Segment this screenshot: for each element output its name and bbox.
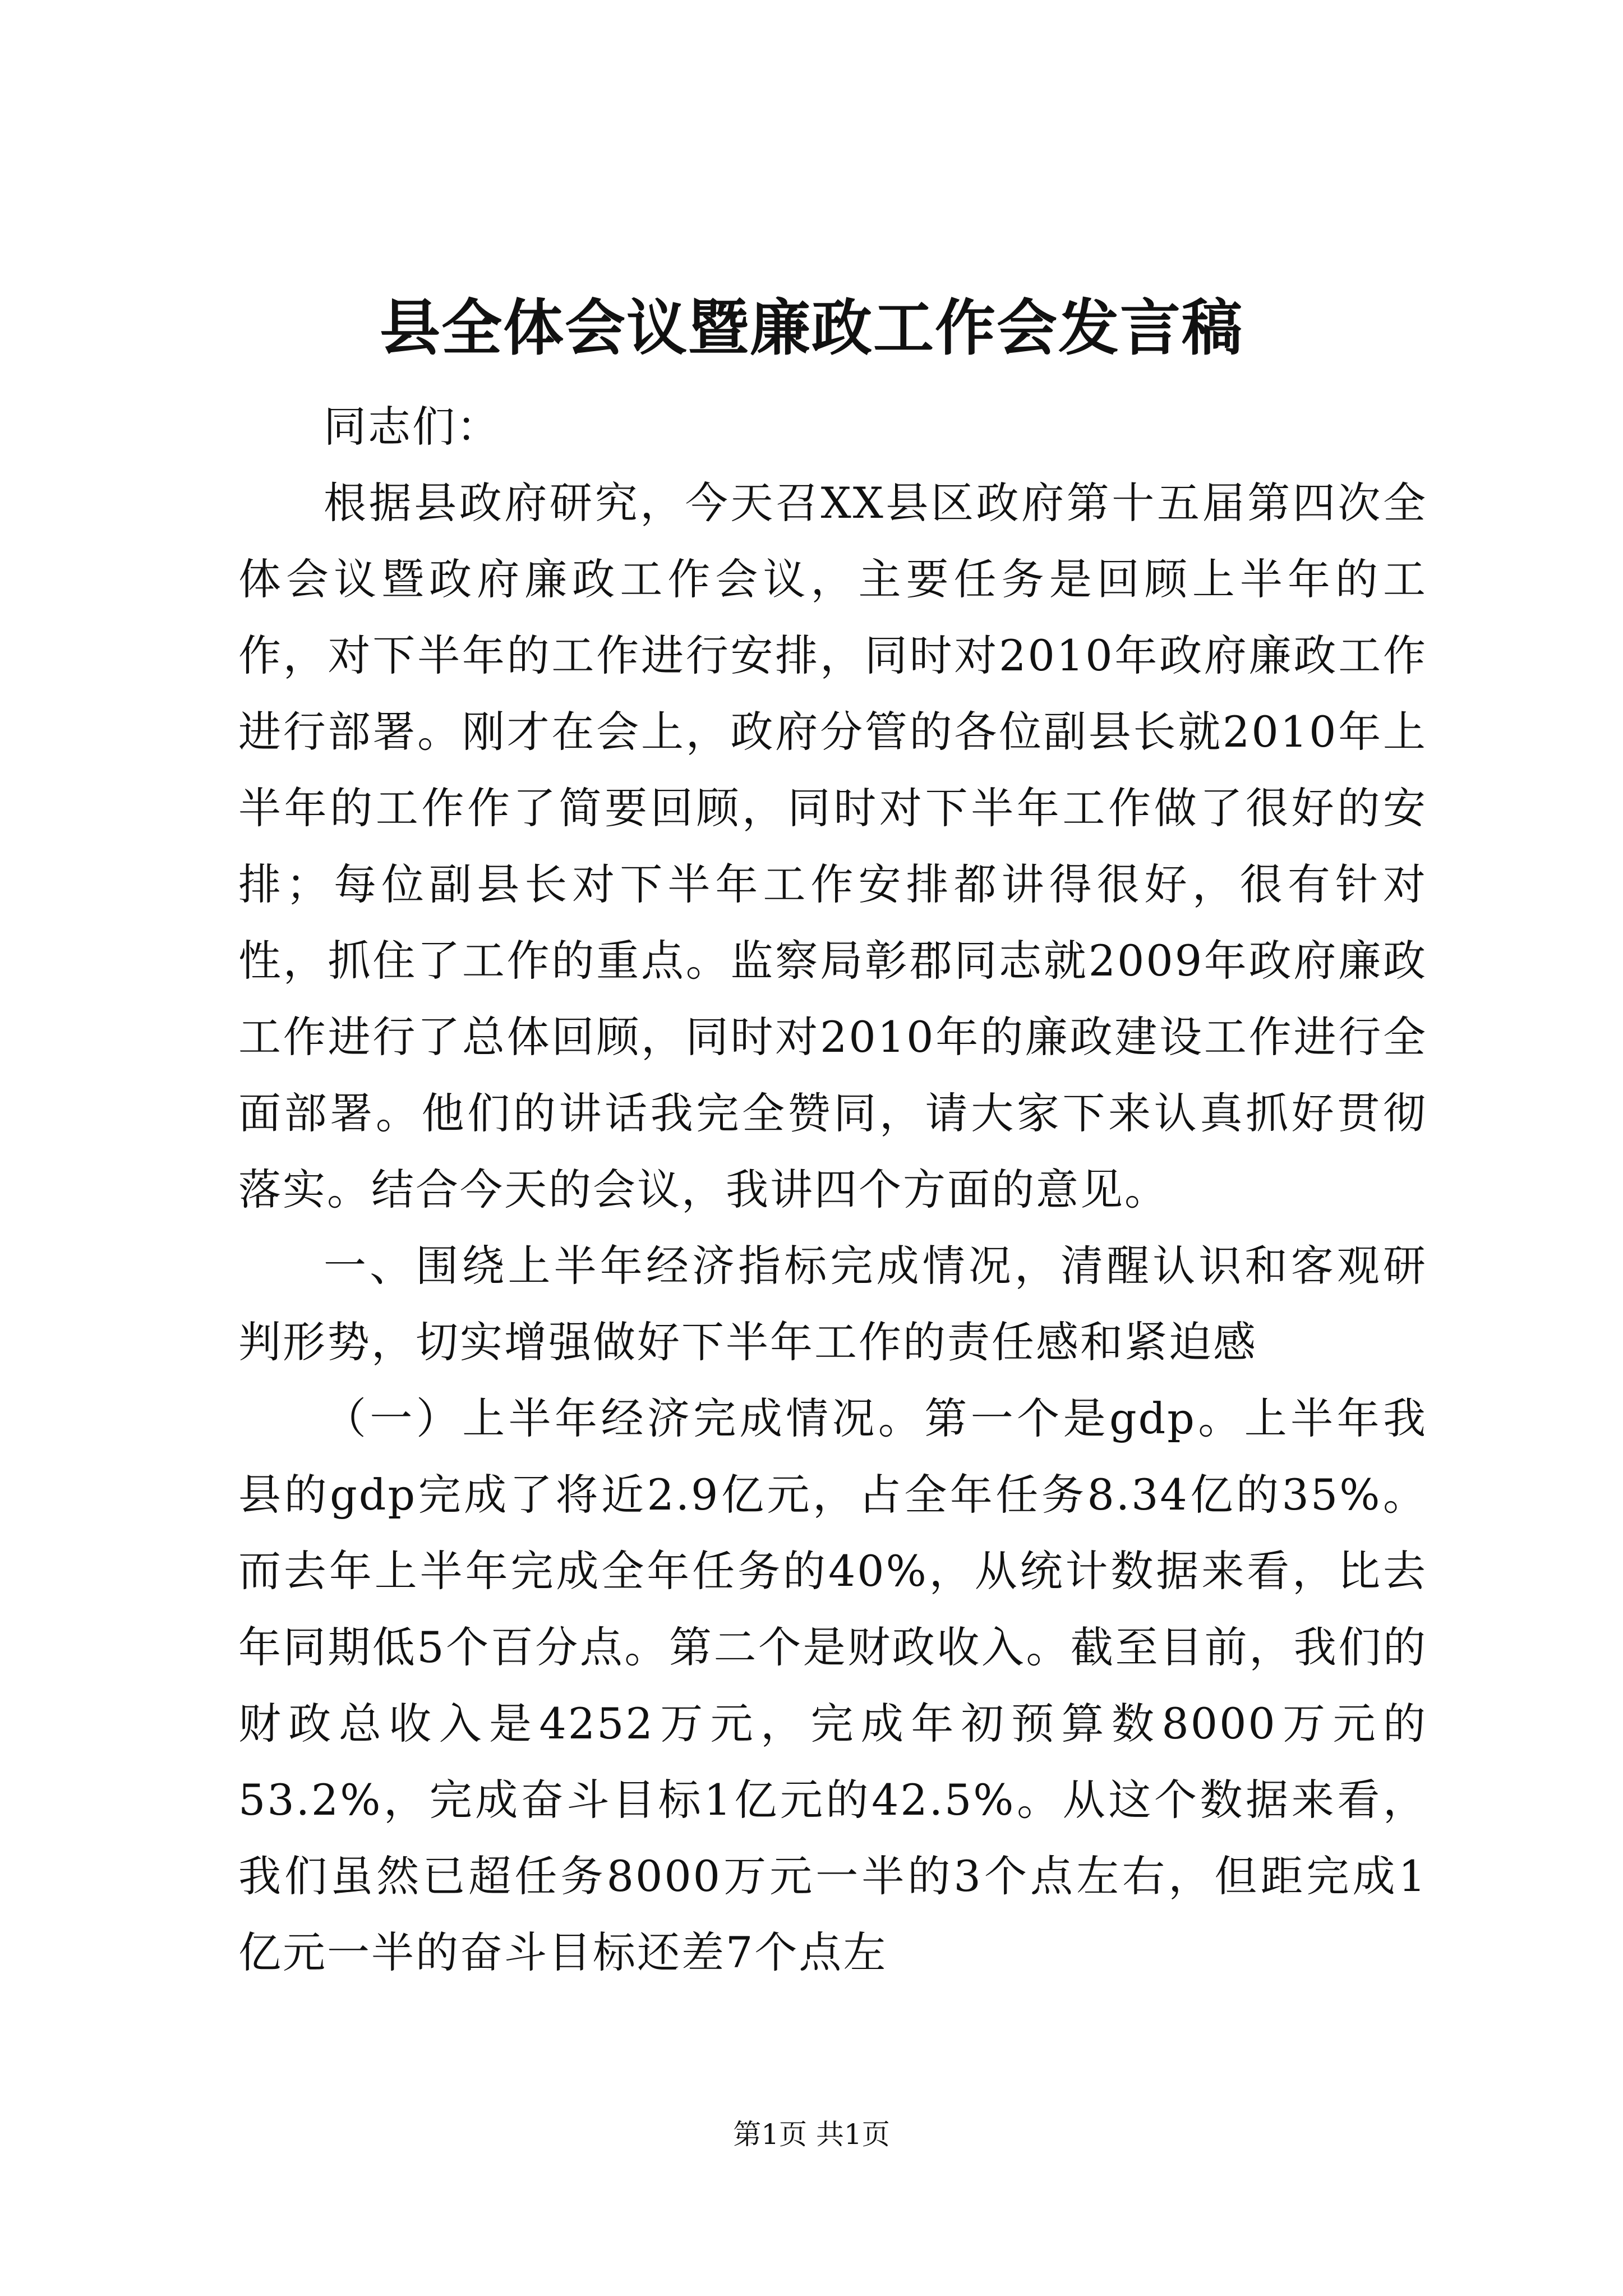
salutation-paragraph: 同志们：	[324, 402, 501, 452]
section-heading-paragraph: 一、围绕上半年经济指标完成情况，清醒认识和客观研判形势，切实增强做好下半年工作的责任感和紧迫感	[238, 1241, 1427, 1367]
intro-paragraph: 根据县政府研究，今天召XX县区政府第十五届第四次全体会议暨政府廉政工作会议，主要任务是回顾上半年的工作，对下半年的工作进行安排，同时对2010年政府廉政工作进行部署。刚才在会上，政府分管的各位副县长就2010年上半年的工作作了简要回顾，同时对下半年工作做了很好的安排；每位副县长对下半年工作安排都讲得很好，很有针对性，抓住了工作的重点。监察局彰郡同志就2009年政府廉政工作进行了总体回顾，同时对2010年的廉政建设工作进行全面部署。他们的讲话我完全赞同，请大家下来认真抓好贯彻落实。结合今天的会议，我讲四个方面的意见。	[238, 478, 1427, 1214]
page-footer: 第1页 共1页	[733, 2118, 890, 2151]
economic-status-paragraph: （一）上半年经济完成情况。第一个是gdp。上半年我县的gdp完成了将近2.9亿元，占全年任务8.34亿的35%。而去年上半年完成全年任务的40%，从统计数据来看，比去年同期低5个百分点。第二个是财政收入。截至目前，我们的财政总收入是4252万元，完成年初预算数8000万元的53.2%，完成奋斗目标1亿元的42.5%。从这个数据来看，我们虽然已超任务8000万元一半的3个点左右，但距完成1亿元一半的奋斗目标还差7个点左	[238, 1393, 1427, 1977]
document-body	[238, 389, 1427, 1991]
document-title: 县全体会议暨廉政工作会发言稿	[379, 293, 1243, 364]
